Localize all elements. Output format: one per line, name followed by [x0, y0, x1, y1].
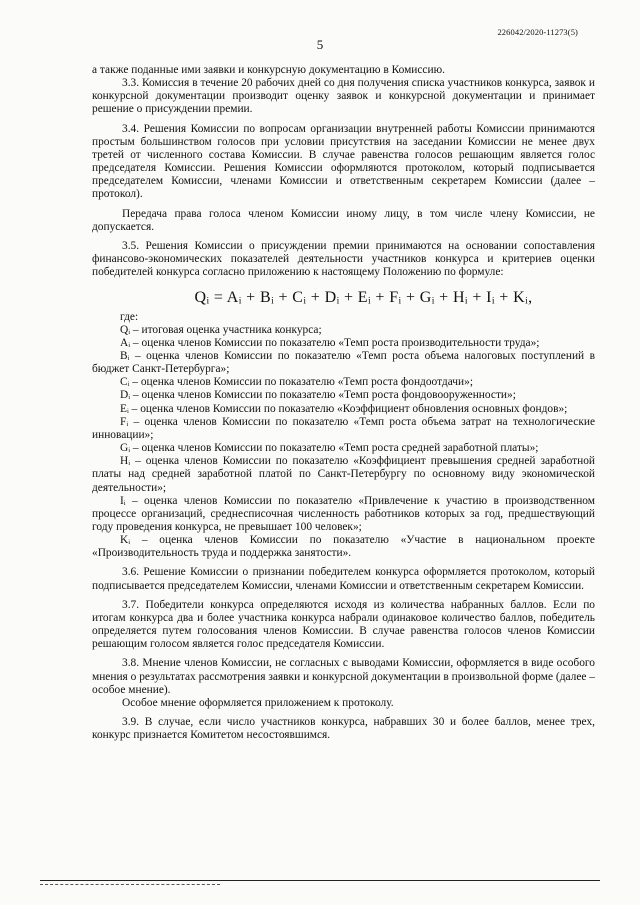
definition-item: Hᵢ – оценка членов Комиссии по показателю «Коэффициент превышения средней заработной платы над средней заработной платой по Санкт-Петербургу по основному виду экономической деятельности»;	[92, 455, 595, 494]
paragraph-3-4: 3.4. Решения Комиссии по вопросам организации внутренней работы Комиссии принимаются простым большинством голосов при условии присутствия на заседании Комиссии не менее двух третей от численного состава Комиссии. В случае равенства голосов решающим является голос председателя Комиссии. Решения Комиссии оформляются протоколом, который подписывается председателем Комиссии, членами Комиссии и ответственным секретарем Комиссии (далее – протокол).	[92, 122, 595, 201]
paragraph-3-9: 3.9. В случае, если число участников конкурса, набравших 30 и более баллов, менее трех, конкурс признается Комитетом несостоявшимся.	[92, 716, 595, 742]
formula: Qᵢ = Aᵢ + Bᵢ + Cᵢ + Dᵢ + Eᵢ + Fᵢ + Gᵢ + Hᵢ + Iᵢ + Kᵢ,	[194, 289, 533, 307]
definition-item: Cᵢ – оценка членов Комиссии по показателю «Темп роста фондоотдачи»;	[120, 376, 473, 389]
paragraph-3-5: 3.5. Решения Комиссии о присуждении премии принимаются на основании сопоставления финансово-экономических показателей деятельности участников конкурса и критериев оценки победителей конкурса согласно приложению к настоящему Положению по формуле:	[92, 239, 595, 279]
paragraph: а также поданные ими заявки и конкурсную документацию в Комиссию.	[92, 64, 445, 76]
paragraph-3-3: 3.3. Комиссия в течение 20 рабочих дней со дня получения списка участников конкурса, заявок и конкурсной документации производит оценку заявок и конкурсной документации и принимает решение о присуждении премии.	[92, 77, 595, 116]
document-body	[92, 64, 595, 742]
paragraph-3-6: 3.6. Решение Комиссии о признании победителем конкурса оформляется протоколом, который подписывается председателем Комиссии, членами Комиссии и ответственным секретарем Комиссии.	[92, 566, 595, 592]
document-number: 226042/2020-11273(5)	[497, 27, 578, 37]
definition-item: Qᵢ – итоговая оценка участника конкурса;	[120, 323, 322, 336]
definition-item: Eᵢ – оценка членов Комиссии по показателю «Коэффициент обновления основных фондов»;	[120, 402, 568, 415]
footer-rule	[40, 880, 600, 881]
definition-item: Iᵢ – оценка членов Комиссии по показателю «Привлечение к участию в производственном процессе организаций, среднесписочная численность работников которых за год, предшествующий году проведения конкурса, не превышает 100 человек»;	[92, 494, 595, 533]
paragraph-3-7: 3.7. Победители конкурса определяются исходя из количества набранных баллов. Если по итогам конкурса два и более участника конкурса набрали одинаковое количество баллов, победитель определяется путем голосования членов Комиссии. В случае равенства голосов членов Комиссии решающим голосом является голос председателя Комиссии.	[92, 598, 595, 651]
definition-item: Bᵢ – оценка членов Комиссии по показателю «Темп роста объема налоговых поступлений в бюджет Санкт-Петербурга»;	[92, 349, 595, 376]
definition-item: Fᵢ – оценка членов Комиссии по показателю «Темп роста объема затрат на технологические инновации»;	[92, 415, 595, 441]
where-label: где:	[120, 310, 139, 323]
footer-rule-dashed	[40, 884, 220, 885]
paragraph-3-8: 3.8. Мнение членов Комиссии, не согласных с выводами Комиссии, оформляется в виде особого мнения о результатах рассмотрения заявки и конкурсной документации в произвольной форме (далее – особое мнение).	[92, 657, 595, 696]
definition-item: Dᵢ – оценка членов Комиссии по показателю «Темп роста фондовооруженности»;	[120, 389, 516, 402]
definition-item: Gᵢ – оценка членов Комиссии по показателю «Темп роста средней заработной платы»;	[120, 442, 539, 455]
paragraph: Передача права голоса членом Комиссии иному лицу, в том числе члену Комиссии, не допускается.	[92, 207, 595, 233]
paragraph: Особое мнение оформляется приложением к протоколу.	[122, 696, 394, 709]
page-number: 5	[316, 37, 324, 52]
definition-item: Kᵢ – оценка членов Комиссии по показателю «Участие в национальном проекте «Производительность труда и поддержка занятости».	[92, 534, 595, 560]
definition-item: Aᵢ – оценка членов Комиссии по показателю «Темп роста производительности труда»;	[120, 336, 540, 349]
